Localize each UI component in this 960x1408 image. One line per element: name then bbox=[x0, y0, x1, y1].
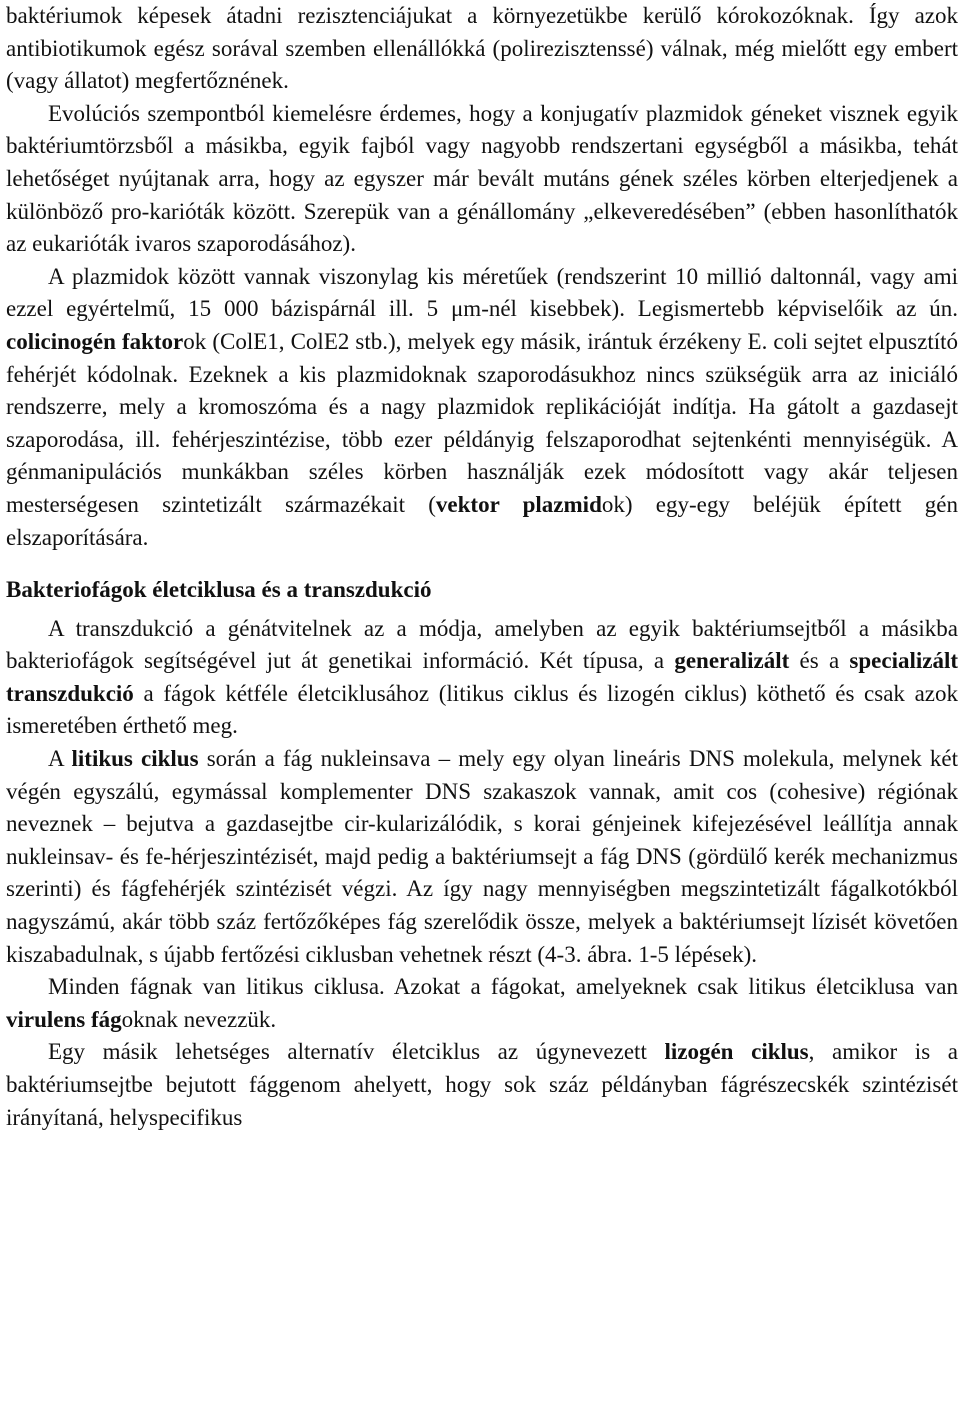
paragraph-conjugative-plasmids: Evolúciós szempontból kiemelésre érdemes, hogy a konjugatív plazmidok géneket visznek egyik baktériumtörzsből a másikba, egyik fajból vagy nagyobb rendszertani egységből a másikba, tehát lehetőséget nyújtanak arra, hogy az egyszer már bevált mutáns gének széles körben elterjedjenek a különböző pro-karióták között. Szerepük van a génállomány „elkeveredésében” (ebben hasonlíthatók az eukarióták ivaros szaporodásához). bbox=[6, 100, 958, 257]
text-run: ok) egy-egy beléjük épített gén elszaporítására. bbox=[6, 491, 958, 550]
text-run: során a fág nukleinsava – mely egy olyan lineáris DNS molekula, melynek két végén egyszálú, egymással komplementer DNS szakaszok vannak, amit cos (cohesive) régiónak neveznek – bejutva a gazdasejtbe cir-kularizálódik, s korai génjeinek kifejezésével leállítja annak nukleinsav- és fe-hérjeszintézisét, majd pedig a baktériumsejt a fág DNS (gördülő kerék mechanizmus szerinti) és fágfehérjék szintézisét végzi. Az így nagy mennyiségben megszintetizált fágalkotókból nagyszámú, akár több száz fertőzőképes fág szerelődik össze, melyek a baktériumsejt lízisét követően kiszabadulnak, s újabb fertőzési ciklusban vehetnek részt (4-3. ábra. 1-5 lépések). bbox=[6, 746, 958, 967]
section-heading: Bakteriofágok életciklusa és a transzdukció bbox=[6, 577, 432, 603]
text-run: A transzdukció a génátvitelnek az a módja, amelyben az egyik baktériumsejtből a másikba bakteriofágok segítségével jut át genetikai információ. Két típusa, a bbox=[6, 615, 958, 674]
text-run: Minden fágnak van litikus ciklusa. Azokat a fágokat, amelyeknek csak litikus életciklusa van bbox=[48, 974, 958, 1000]
bold-term-lysogenic-cycle: lizogén ciklus bbox=[664, 1039, 809, 1065]
paragraph-lysogenic-cycle bbox=[6, 1036, 958, 1134]
text-run: oknak nevezzük. bbox=[121, 1006, 277, 1032]
paragraph-virulent-phages bbox=[6, 971, 958, 1036]
paragraph-lytic-cycle bbox=[6, 743, 958, 971]
bold-term-virulent-phage: virulens fág bbox=[6, 1006, 122, 1032]
text-run: A plazmidok között vannak viszonylag kis méretűek (rendszerint 10 millió daltonnál, vagy ami ezzel egyértelmű, 15 000 bázispárnál ill. 5 μm-nél kisebbek). Legismertebb képviselőik az ún. bbox=[6, 263, 958, 322]
paragraph-antibiotic-resistance: baktériumok képesek átadni rezisztenciájukat a környezetükbe kerülő kórokozóknak. Így azok antibiotikumok egész sorával szemben ellenállókká (polirezisztenssé) válnak, még mielőtt egy embert (vagy állatot) megfertőznének. bbox=[6, 3, 958, 94]
text-run: Egy másik lehetséges alternatív életciklus az úgynevezett bbox=[48, 1039, 665, 1065]
bold-term-vector-plasmid: vektor plazmid bbox=[435, 491, 602, 517]
paragraph-transduction bbox=[6, 613, 958, 743]
text-run: ok (ColE1, ColE2 stb.), melyek egy másik, irántuk érzékeny E. coli sejtet elpusztító fehérjét kódolnak. Ezeknek a kis plazmidoknak szaporodásukhoz nincs szükségük arra az iniciáló rendszerre, mely a kromoszóma és a nagy plazmidok replikációját indítja. Ha gátolt a gazdasejt szaporodása, ill. fehérjeszintézise, több ezer példányig felszaporodhat sejtenkénti mennyiségük. A génmanipulációs munkákban széles körben használják ezek módosított vagy akár teljesen mesterségesen szintetizált származékait ( bbox=[6, 328, 958, 517]
bold-term-specialized-transduction: specializált transzdukció bbox=[6, 648, 958, 706]
bold-term-colicinogen: colicinogén faktor bbox=[6, 328, 184, 354]
bold-term-lytic-cycle: litikus ciklus bbox=[71, 746, 199, 772]
bold-term-generalized: generalizált bbox=[674, 648, 790, 674]
text-run: A bbox=[48, 746, 72, 772]
text-run: , amikor is a baktériumsejtbe bejutott fággenom ahelyett, hogy sok száz példányban fágrészecskék szintézisét irányítaná, helyspecifikus bbox=[6, 1039, 958, 1130]
paragraph-small-plasmids bbox=[6, 261, 958, 554]
text-run: és a bbox=[789, 648, 850, 674]
text-run: a fágok kétféle életciklusához (litikus ciklus és lizogén ciklus) köthető és csak azok ismeretében érthető meg. bbox=[6, 680, 958, 739]
